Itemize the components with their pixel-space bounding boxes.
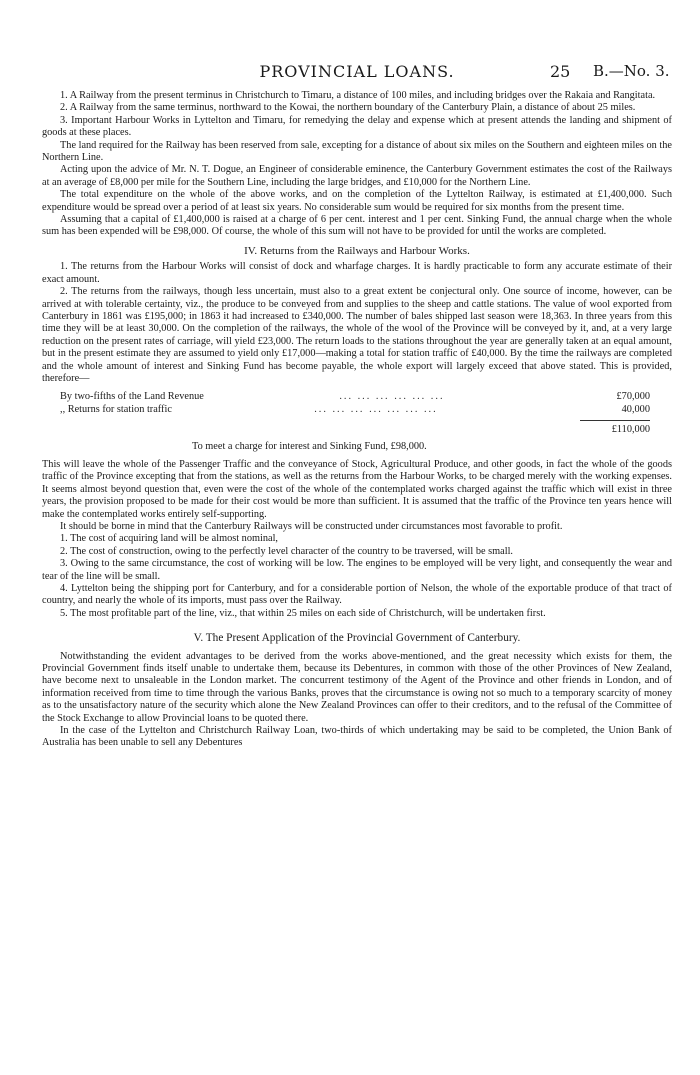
paragraph: Notwithstanding the evident advantages to be derived from the works above-mentioned, and the great necessity which exists for them, the Provincial Government finds itself unable to undertake them, because its Debentures, in common with those of the other Provinces of New Zealand, have become next to unsaleable in the London market. The concurrent testimony of the Agent of the Province and other friends in London, and of information received from time to time through the various Banks, proves that the circumstance is owing not so much to a temporary scarcity of money as to the unsatisfactory nature of the security which alone the New Zealand Provinces can offer to their creditors, and to the refusal of the Committee of the Stock Exchange to allow Provincial loans to be quoted there. bbox=[42, 650, 672, 724]
list-item: 4. Lyttelton being the shipping port for Canterbury, and for a considerable portion of Nelson, the whole of the exportable produce of that tract of country, and nearly the whole of its imports, must pass over the Railway. bbox=[42, 583, 672, 607]
page-body bbox=[42, 90, 672, 750]
page-title: PROVINCIAL LOANS. bbox=[259, 62, 455, 81]
revenue-label: By two-fifths of the Land Revenue bbox=[60, 391, 204, 403]
paragraph: 3. Important Harbour Works in Lyttelton and Timaru, for remedying the delay and expense which at present attends the landing and shipment of goods at these places. bbox=[42, 114, 672, 139]
section-heading: V. The Present Application of the Provincial Government of Canterbury. bbox=[193, 632, 521, 645]
revenue-row bbox=[60, 404, 650, 416]
paragraph: 2. The returns from the railways, though less uncertain, must also to a great extent be conjectural only. One source of income, however, can be arrived at with tolerable certainty, viz., the produce to be conveyed from and supplies to the sheep and cattle stations. The value of wool exported from Canterbury in 1861 was £195,000; in 1863 it had increased to £340,000. The number of bales shipped last season were 18,363. In three years from this time they will be at least 30,000. On the completion of the railways, the whole of the wool of the Province will be conveyed by it, and, at a very large reduction on the present rates of carriage, will yield £23,000. The return loads to the stations throughout the year are generally taken at an equal amount, but in the present estimate they are assumed to yield only £17,000—making a total for station traffic of £40,000. By the time the railways are completed and the whole amount of interest and Sinking Fund has become payable, the whole export will largely exceed that above stated. This is provided, therefore— bbox=[42, 286, 672, 384]
revenue-label: ,, Returns for station traffic bbox=[60, 403, 172, 415]
page-number: 25 bbox=[550, 62, 571, 81]
paragraph: Acting upon the advice of Mr. N. T. Dogue, an Engineer of considerable eminence, the Canterbury Government estimates the cost of the Railways at an average of £8,000 per mile for the Southern Line, including the large bridges, and £10,000 for the Northern Line. bbox=[42, 164, 672, 188]
list-item: 2. The cost of construction, owing to the perfectly level character of the country to be traversed, will be small. bbox=[60, 545, 514, 557]
paragraph: 2. A Railway from the same terminus, northward to the Kowai, the northern boundary of the Canterbury Plain, a distance of about 25 miles. bbox=[60, 102, 636, 114]
paragraph: The land required for the Railway has been reserved from sale, excepting for a distance of about six miles on the Southern and eighteen miles on the Northern Line. bbox=[42, 139, 672, 164]
section-heading: IV. Returns from the Railways and Harbour Works. bbox=[244, 244, 470, 257]
revenue-total: £110,000 bbox=[611, 424, 650, 436]
charge-line: To meet a charge for interest and Sinking Fund, £98,000. bbox=[192, 440, 427, 452]
list-item: 5. The most profitable part of the line, viz., that within 25 miles on each side of Christchurch, will be undertaken first. bbox=[60, 607, 546, 619]
section-top bbox=[42, 90, 672, 239]
document-reference: B.—No. 3. bbox=[593, 62, 670, 80]
total-rule bbox=[580, 420, 650, 421]
revenue-amount: 40,000 bbox=[621, 403, 650, 415]
paragraph: This will leave the whole of the Passenger Traffic and the conveyance of Stock, Agricultural Produce, and other goods, in fact the whole of the goods traffic of the Province excepting that from the stations, as well as the returns from the Harbour Works, to be charged merely with the working expenses. It seems almost beyond question that, even were the cost of the whole of the contemplated works charged against the traffic which will exist in three years, the provision proposed to be made for their cost would be more than sufficient. It is assumed that the traffic of the Province ten years hence will make the contemplated works entirely self-supporting. bbox=[42, 458, 672, 520]
paragraph: 1. A Railway from the present terminus in Christchurch to Timaru, a distance of 100 miles, and including bridges over the Rakaia and Rangitata. bbox=[60, 90, 656, 101]
leader-dots: ... ... ... ... ... ... bbox=[339, 391, 445, 403]
leader-dots: ... ... ... ... ... ... ... bbox=[314, 403, 438, 415]
paragraph: It should be borne in mind that the Canterbury Railways will be constructed under circumstances most favorable to profit. bbox=[60, 520, 563, 532]
page-header bbox=[42, 0, 672, 81]
revenue-summary bbox=[60, 391, 650, 436]
section-iv bbox=[42, 245, 672, 620]
list-item: 3. Owing to the same circumstance, the cost of working will be low. The engines to be employed will be very light, and consequently the wear and tear of the line will be small. bbox=[42, 558, 672, 582]
revenue-amount: £70,000 bbox=[616, 391, 650, 403]
list-item: 1. The cost of acquiring land will be almost nominal, bbox=[60, 533, 279, 545]
revenue-row bbox=[60, 391, 650, 403]
paragraph: Assuming that a capital of £1,400,000 is raised at a charge of 6 per cent. interest and 1 per cent. Sinking Fund, the annual charge when the whole sum has been expended will be £98,000. Of course, the whole of this sum will not have to be provided for until the works are completed. bbox=[42, 214, 672, 238]
document-page bbox=[42, 0, 672, 749]
paragraph: The total expenditure on the whole of the above works, and on the completion of the Lyttelton Railway, is estimated at £1,400,000. Such expenditure would be spread over a period of at least six years. No considerable sum would be required for six months from the present time. bbox=[42, 189, 672, 213]
paragraph: 1. The returns from the Harbour Works will consist of dock and wharfage charges. It is hardly practicable to form any accurate estimate of their exact amount. bbox=[42, 261, 672, 285]
paragraph: In the case of the Lyttelton and Christchurch Railway Loan, two-thirds of which undertaking may be said to be completed, the Union Bank of Australia has been unable to sell any Debentures bbox=[42, 725, 672, 749]
section-v bbox=[42, 632, 672, 750]
